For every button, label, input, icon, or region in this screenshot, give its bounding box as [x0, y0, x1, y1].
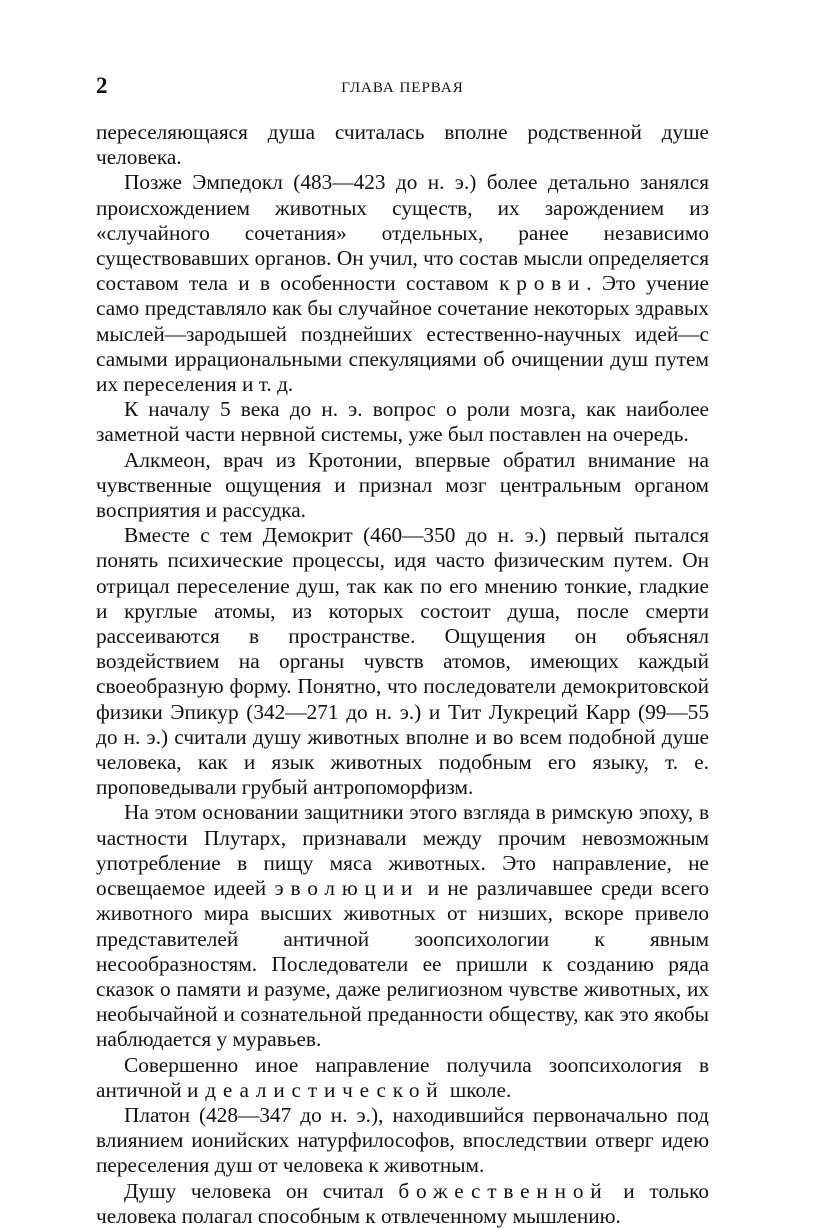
text-segment: Платон (428—347 до н. э.), находившийся первоначально под влиянием ионийских натурфилософов, впоследствии отверг идею переселения душ от человека к животным. — [96, 1102, 709, 1178]
page-number: 2 — [96, 73, 108, 98]
text-segment: Совершенно иное направление получила зоопсихология в античной — [96, 1052, 709, 1102]
text-segment: Позже Эмпедокл (483—423 до н. э.) более детально занялся происхождением животных существ, их зарождением из «случайного сочетания» отдельных, ранее независимо существовавших органов. Он учил, что состав мысли определяется составом тела и в особенности составом — [96, 170, 709, 296]
text-segment: переселяющаяся душа считалась вполне родственной душе человека. — [96, 120, 709, 170]
text-segment: Алкмеон, врач из Кротонии, впервые обратил внимание на чувственные ощущения и признал мозг центральным органом восприятия и рассудка. — [96, 447, 709, 523]
paragraph — [96, 1179, 709, 1229]
running-head: ГЛАВА ПЕРВАЯ — [341, 80, 464, 96]
text-segment: и только человека полагал способным к отвлеченному мышлению. — [96, 1178, 709, 1228]
emphasized-text: крови — [499, 271, 587, 296]
text-segment: К началу 5 века до н. э. вопрос о роли мозга, как наиболее заметной части нервной системы, уже был поставлен на очередь. — [96, 397, 709, 447]
emphasized-text: эволюции — [274, 876, 420, 901]
emphasized-text: божественной — [398, 1178, 609, 1203]
paragraph — [96, 397, 709, 447]
emphasized-text: идеалистической — [187, 1077, 445, 1102]
body-text — [96, 120, 709, 1229]
text-segment: Душу человека он считал — [124, 1178, 399, 1203]
book-page — [96, 72, 709, 1229]
text-segment: Вместе с тем Демокрит (460—350 до н. э.) первый пытался понять психические процессы, идя часто физическим путем. Он отрицал переселение душ, так как по его мнению тонкие, гладкие и круглые атомы, из которых состоит душа, после смерти рассеиваются в пространстве. Ощущения он объяснял воздействием на органы чувств атомов, имеющих каждый своеобразную форму. Понятно, что последователи демокритовской физики Эпикур (342—271 до н. э.) и Тит Лукреций Карр (99—55 до н. э.) считали душу животных вполне и во всем подобной душе человека, как и язык животных подобным его языку, т. е. проповедывали грубый антропоморфизм. — [96, 523, 709, 800]
paragraph — [96, 1103, 709, 1179]
text-segment: На этом основании защитники этого взгляда в римскую эпоху, в частности Плутарх, признавали между прочим невозможным употребление в пищу мяса животных. Это направление, не освещаемое идеей — [96, 800, 709, 901]
paragraph — [96, 120, 709, 170]
paragraph — [96, 800, 709, 1052]
paragraph — [96, 170, 709, 397]
text-segment: школе. — [444, 1077, 512, 1102]
paragraph — [96, 448, 709, 524]
text-segment: и не различавшее среди всего животного мира высших животных от низших, вскоре привело представителей античной зоопсихологии к явным несообразностям. Последователи ее пришли к созданию ряда сказок о памяти и разуме, даже религиозном чувстве животных, их необычайной и сознательной преданности обществу, как это якобы наблюдается у муравьев. — [96, 876, 710, 1052]
page-header — [96, 72, 709, 112]
paragraph — [96, 523, 709, 800]
paragraph — [96, 1053, 709, 1103]
text-segment: . Это учение само представляло как бы случайное сочетание некоторых здравых мыслей—зародышей позднейших естественно-научных идей—с самыми иррациональными спекуляциями об очищении душ путем их переселения и т. д. — [96, 271, 710, 397]
